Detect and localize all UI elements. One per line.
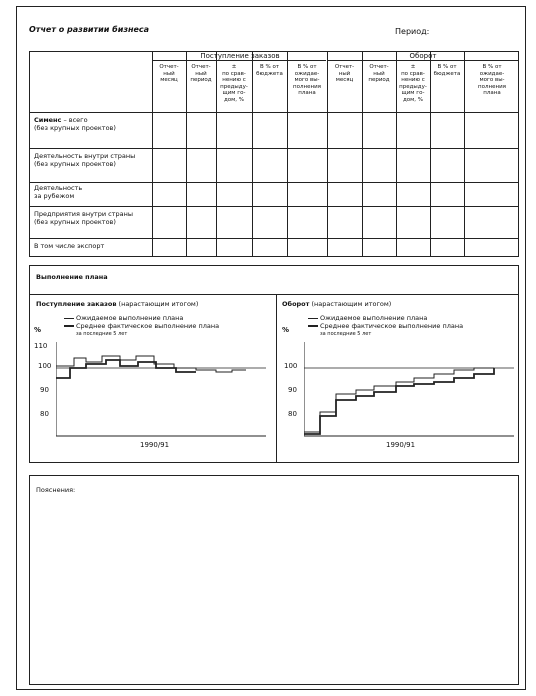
row-label: Предприятия внутри страны (без крупных проектов) [34,210,133,226]
report-title: Отчет о развитии бизнеса [29,25,150,34]
turnover-legend: Ожидаемое выполнение плана Среднее фактическое выполнение плана за последние 5 лет [308,314,463,338]
turnover-ytick-80: 80 [288,410,297,418]
orders-ytick-100: 100 [38,362,52,370]
report-table [29,51,519,257]
report-form [16,6,526,690]
group-turnover-header: Оборот [409,52,437,60]
notes-label: Пояснения: [36,486,76,494]
row-label: В том числе экспорт [34,242,105,250]
column-header: В % от бюджета [433,64,461,77]
column-header: В % от ожидае- мого вы- полнения плана [293,64,321,96]
orders-ytick-110: 110 [34,342,48,350]
row-label: Деятельность внутри страны (без крупных проектов) [34,152,136,168]
turnover-xlabel: 1990/91 [386,441,416,449]
column-header: Отчет- ный период [368,64,390,83]
orders-unit: % [34,326,42,334]
plan-section [29,265,519,463]
turnover-chart [304,342,514,438]
column-header: Отчет- ный месяц [334,64,355,83]
column-header: Отчет- ный период [190,64,212,83]
plan-title: Выполнение плана [36,273,108,281]
column-header: В % от ожидае- мого вы- полнения плана [478,64,506,96]
period-label: Период: [395,27,430,36]
orders-xlabel: 1990/91 [140,441,170,449]
orders-legend: Ожидаемое выполнение плана Среднее фактическое выполнение плана за последние 5 лет [64,314,219,338]
column-header: ± по срав- нению с предыду- щим го- дом, % [220,64,248,103]
orders-chart [56,342,266,438]
row-label: Сименс – всего (без крупных проектов) [34,116,116,132]
orders-ytick-90: 90 [40,386,49,394]
notes-box[interactable] [29,475,519,685]
column-header: В % от бюджета [256,64,283,77]
row-label: Деятельность за рубежом [34,184,83,200]
turnover-chart-title: Оборот (нарастающим итогом) [282,300,392,308]
orders-ytick-80: 80 [40,410,49,418]
column-header: Отчет- ный месяц [159,64,179,83]
group-orders-header: Поступление заказов [200,52,280,60]
column-header: ± по срав- нению с предыду- щим го- дом, % [399,64,427,103]
orders-chart-title: Поступление заказов (нарастающим итогом) [36,300,199,308]
turnover-unit: % [282,326,290,334]
turnover-ytick-90: 90 [288,386,297,394]
turnover-ytick-100: 100 [284,362,298,370]
